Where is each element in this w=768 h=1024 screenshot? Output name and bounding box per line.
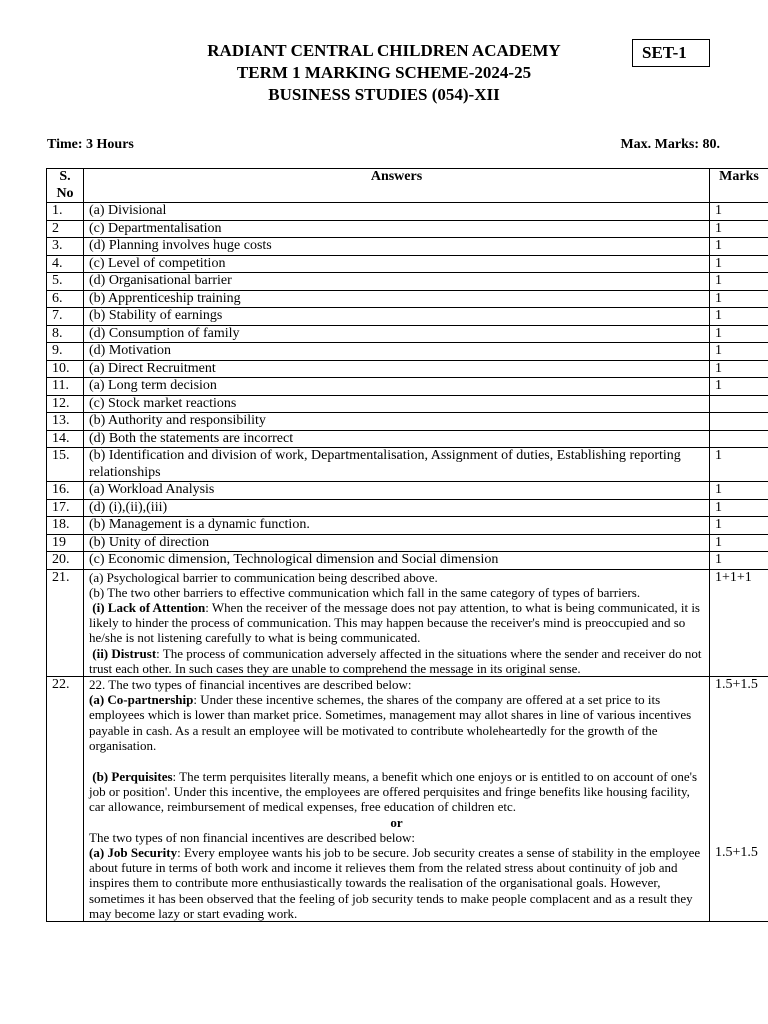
row-marks [710, 676, 768, 921]
table-row [47, 517, 768, 535]
q22-point-a [89, 692, 704, 753]
table-row [47, 290, 768, 308]
table-row [47, 499, 768, 517]
q21-point-ii-text: : The process of communication adversely affected in the situations where the sender and receiver do not trust each other. In such cases they are unable to comprehend the message in its original sense. [89, 645, 702, 676]
table-header-row [47, 169, 768, 203]
table-row [47, 430, 768, 448]
time-label: Time: 3 Hours [47, 137, 134, 152]
row-marks: 1 [710, 517, 768, 535]
row-sno: 16. [47, 482, 84, 500]
table-row [47, 395, 768, 413]
short-answer-rows [47, 203, 768, 570]
table-row [47, 238, 768, 256]
row-marks: 1 [710, 378, 768, 396]
row-sno: 11. [47, 378, 84, 396]
row-sno: 3. [47, 238, 84, 256]
q21-part-a: (a) Psychological barrier to communication being described above. [89, 569, 438, 585]
row-marks [710, 430, 768, 448]
max-marks-label: Max. Marks: 80. [620, 137, 720, 152]
q22-point-a-title: (a) Co-partnership [89, 692, 194, 708]
row-answer: (a) Direct Recruitment [84, 360, 710, 378]
table-row-21 [47, 569, 768, 676]
row-answer: (b) Unity of direction [84, 534, 710, 552]
q22-or-divider: or [390, 814, 403, 830]
row-marks: 1 [710, 273, 768, 291]
table-row [47, 203, 768, 221]
row-sno: 13. [47, 413, 84, 431]
q22-intro: 22. The two types of financial incentives are described below: [89, 676, 412, 692]
row-sno: 5. [47, 273, 84, 291]
q22-marks-1: 1.5+1.5 [715, 676, 758, 692]
table-row [47, 255, 768, 273]
row-sno: 10. [47, 360, 84, 378]
row-marks: 1 [710, 448, 768, 482]
table-row [47, 343, 768, 361]
row-marks [710, 413, 768, 431]
sno-header: S. No [47, 169, 84, 203]
row-marks: 1 [710, 220, 768, 238]
q21-point-i-title: (i) Lack of Attention [92, 599, 206, 615]
q22-point-a-text: : Under these incentive schemes, the shares of the company are offered at a set price to its employees which is lower than market price. Sometimes, management may allot shares in line of various incentives payable in cash. As a result an employee will be motivated to contribute wholeheartedly for the growth of the organisation. [89, 692, 692, 753]
row-marks: 1 [710, 499, 768, 517]
q21-point-i-text: : When the receiver of the message does not pay attention, to what is being communicated, it is likely to hinder the process of communication. This may happen because the receiver's mind is preoccupied and so he/she is not listening carefully to what is being communicated. [89, 599, 700, 646]
q21-point-ii [89, 646, 704, 676]
table-row [47, 552, 768, 570]
q21-point-ii-title: (ii) Distrust [92, 645, 157, 661]
row-marks [710, 395, 768, 413]
row-sno: 20. [47, 552, 84, 570]
table-row [47, 308, 768, 326]
q22-marks-2: 1.5+1.5 [715, 845, 758, 861]
row-answer: (b) Apprenticeship training [84, 290, 710, 308]
row-marks: 1 [710, 325, 768, 343]
row-sno: 1. [47, 203, 84, 221]
table-row-22 [47, 676, 768, 921]
row-sno: 4. [47, 255, 84, 273]
q22-point-b-title: (b) Perquisites [92, 768, 173, 784]
row-sno: 7. [47, 308, 84, 326]
row-answer: (c) Economic dimension, Technological dimension and Social dimension [84, 552, 710, 570]
row-marks: 1+1+1 [710, 569, 768, 676]
table-row [47, 448, 768, 482]
row-sno: 17. [47, 499, 84, 517]
row-answer: (a) Divisional [84, 203, 710, 221]
row-marks: 1 [710, 255, 768, 273]
table-row [47, 378, 768, 396]
row-sno: 21. [47, 569, 84, 676]
q22-point-c-text: : Every employee wants his job to be secure. Job security creates a sense of stability in the employee about future in terms of both work and income it relieves them from the related stress about continuity of job and inspires them to contribute more enthusiastically towards the realisation of the organisational goals. However, sometimes it has been observed that the feeling of job security tends to make people complacent and as a result they may become lazy or start evading work. [89, 844, 701, 921]
row-sno: 6. [47, 290, 84, 308]
school-name: RADIANT CENTRAL CHILDREN ACADEMY [207, 41, 561, 60]
set-label: SET-1 [632, 39, 710, 67]
row-answer: (b) Management is a dynamic function. [84, 517, 710, 535]
row-marks: 1 [710, 534, 768, 552]
row-answer: (a) Workload Analysis [84, 482, 710, 500]
row-answer [84, 569, 710, 676]
row-sno: 14. [47, 430, 84, 448]
q22-point-b [89, 769, 704, 815]
table-row [47, 534, 768, 552]
row-marks: 1 [710, 360, 768, 378]
row-marks: 1 [710, 238, 768, 256]
row-sno: 19 [47, 534, 84, 552]
table-row [47, 273, 768, 291]
marks-header: Marks [710, 169, 768, 203]
row-marks: 1 [710, 552, 768, 570]
row-sno: 15. [47, 448, 84, 482]
row-answer: (d) Both the statements are incorrect [84, 430, 710, 448]
table-row [47, 413, 768, 431]
row-answer: (c) Level of competition [84, 255, 710, 273]
subject-title: BUSINESS STUDIES (054)-XII [268, 85, 500, 104]
row-answer: (d) (i),(ii),(iii) [84, 499, 710, 517]
row-answer: (d) Planning involves huge costs [84, 238, 710, 256]
row-sno: 8. [47, 325, 84, 343]
row-sno: 18. [47, 517, 84, 535]
row-answer: (c) Departmentalisation [84, 220, 710, 238]
table-row [47, 325, 768, 343]
row-sno: 12. [47, 395, 84, 413]
row-answer: (b) Stability of earnings [84, 308, 710, 326]
q21-part-b: (b) The two other barriers to effective communication which fall in the same category of types of barriers. [89, 584, 641, 600]
marking-scheme-table [46, 168, 768, 922]
row-answer: (d) Consumption of family [84, 325, 710, 343]
table-row [47, 220, 768, 238]
row-marks: 1 [710, 203, 768, 221]
row-marks: 1 [710, 343, 768, 361]
table-row [47, 360, 768, 378]
row-marks: 1 [710, 308, 768, 326]
row-answer: (d) Organisational barrier [84, 273, 710, 291]
q22-point-b-text: : The term perquisites literally means, a benefit which one enjoys or is entitled to on account of one's job or position'. Under this incentive, the employees are offered perquisites and fringe benefits like housing facility, car allowance, reimbursement of medical expenses, free education of children etc. [89, 768, 698, 815]
row-answer: (b) Identification and division of work, Departmentalisation, Assignment of duties, Establishing reporting relationships [84, 448, 710, 482]
row-answer: (d) Motivation [84, 343, 710, 361]
term-title: TERM 1 MARKING SCHEME-2024-25 [236, 63, 532, 82]
row-answer: (c) Stock market reactions [84, 395, 710, 413]
answers-header: Answers [84, 169, 710, 203]
q22-intro-2: The two types of non financial incentives are described below: [89, 829, 415, 845]
row-sno: 22. [47, 676, 84, 921]
q21-point-i [89, 600, 704, 646]
row-answer: (b) Authority and responsibility [84, 413, 710, 431]
q22-point-c [89, 845, 704, 921]
row-answer [84, 676, 710, 921]
table-row [47, 482, 768, 500]
row-sno: 2 [47, 220, 84, 238]
row-marks: 1 [710, 290, 768, 308]
row-marks: 1 [710, 482, 768, 500]
row-answer: (a) Long term decision [84, 378, 710, 396]
row-sno: 9. [47, 343, 84, 361]
q22-point-c-title: (a) Job Security [89, 844, 178, 860]
